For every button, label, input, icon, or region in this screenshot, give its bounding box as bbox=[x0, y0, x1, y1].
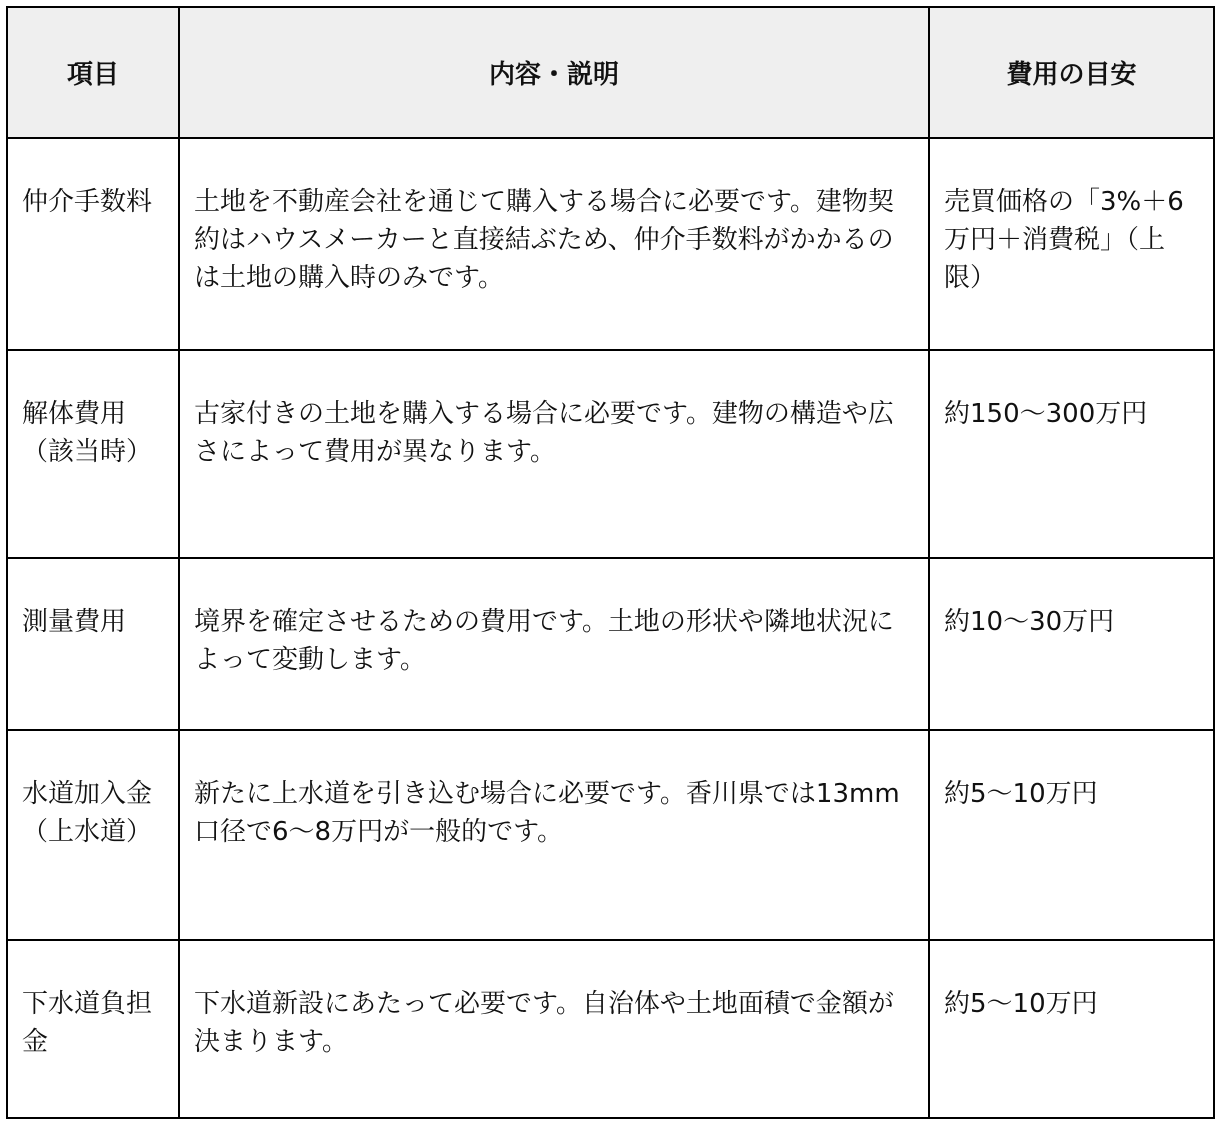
table-row bbox=[7, 558, 1214, 730]
description-cell: 新たに上水道を引き込む場合に必要です。香川県では13mm口径で6〜8万円が一般的です。 bbox=[179, 730, 929, 940]
cost-table bbox=[6, 6, 1215, 1119]
cost-cell: 約5〜10万円 bbox=[929, 940, 1214, 1118]
item-cell: 解体費用（該当時） bbox=[7, 350, 179, 558]
description-cell: 境界を確定させるための費用です。土地の形状や隣地状況によって変動します。 bbox=[179, 558, 929, 730]
header-item: 項目 bbox=[7, 7, 179, 138]
description-cell: 下水道新設にあたって必要です。自治体や土地面積で金額が決まります。 bbox=[179, 940, 929, 1118]
table-row bbox=[7, 940, 1214, 1118]
item-cell: 下水道負担金 bbox=[7, 940, 179, 1118]
item-cell: 水道加入金（上水道） bbox=[7, 730, 179, 940]
cost-cell: 約150〜300万円 bbox=[929, 350, 1214, 558]
description-cell: 土地を不動産会社を通じて購入する場合に必要です。建物契約はハウスメーカーと直接結ぶため、仲介手数料がかかるのは土地の購入時のみです。 bbox=[179, 138, 929, 350]
item-cell: 測量費用 bbox=[7, 558, 179, 730]
table-row bbox=[7, 350, 1214, 558]
cost-cell: 約10〜30万円 bbox=[929, 558, 1214, 730]
item-cell: 仲介手数料 bbox=[7, 138, 179, 350]
description-cell: 古家付きの土地を購入する場合に必要です。建物の構造や広さによって費用が異なります。 bbox=[179, 350, 929, 558]
table-row bbox=[7, 138, 1214, 350]
header-row bbox=[7, 7, 1214, 138]
header-description: 内容・説明 bbox=[179, 7, 929, 138]
cost-cell: 売買価格の「3%＋6万円＋消費税」（上限） bbox=[929, 138, 1214, 350]
cost-cell: 約5〜10万円 bbox=[929, 730, 1214, 940]
table-row bbox=[7, 730, 1214, 940]
header-cost: 費用の目安 bbox=[929, 7, 1214, 138]
